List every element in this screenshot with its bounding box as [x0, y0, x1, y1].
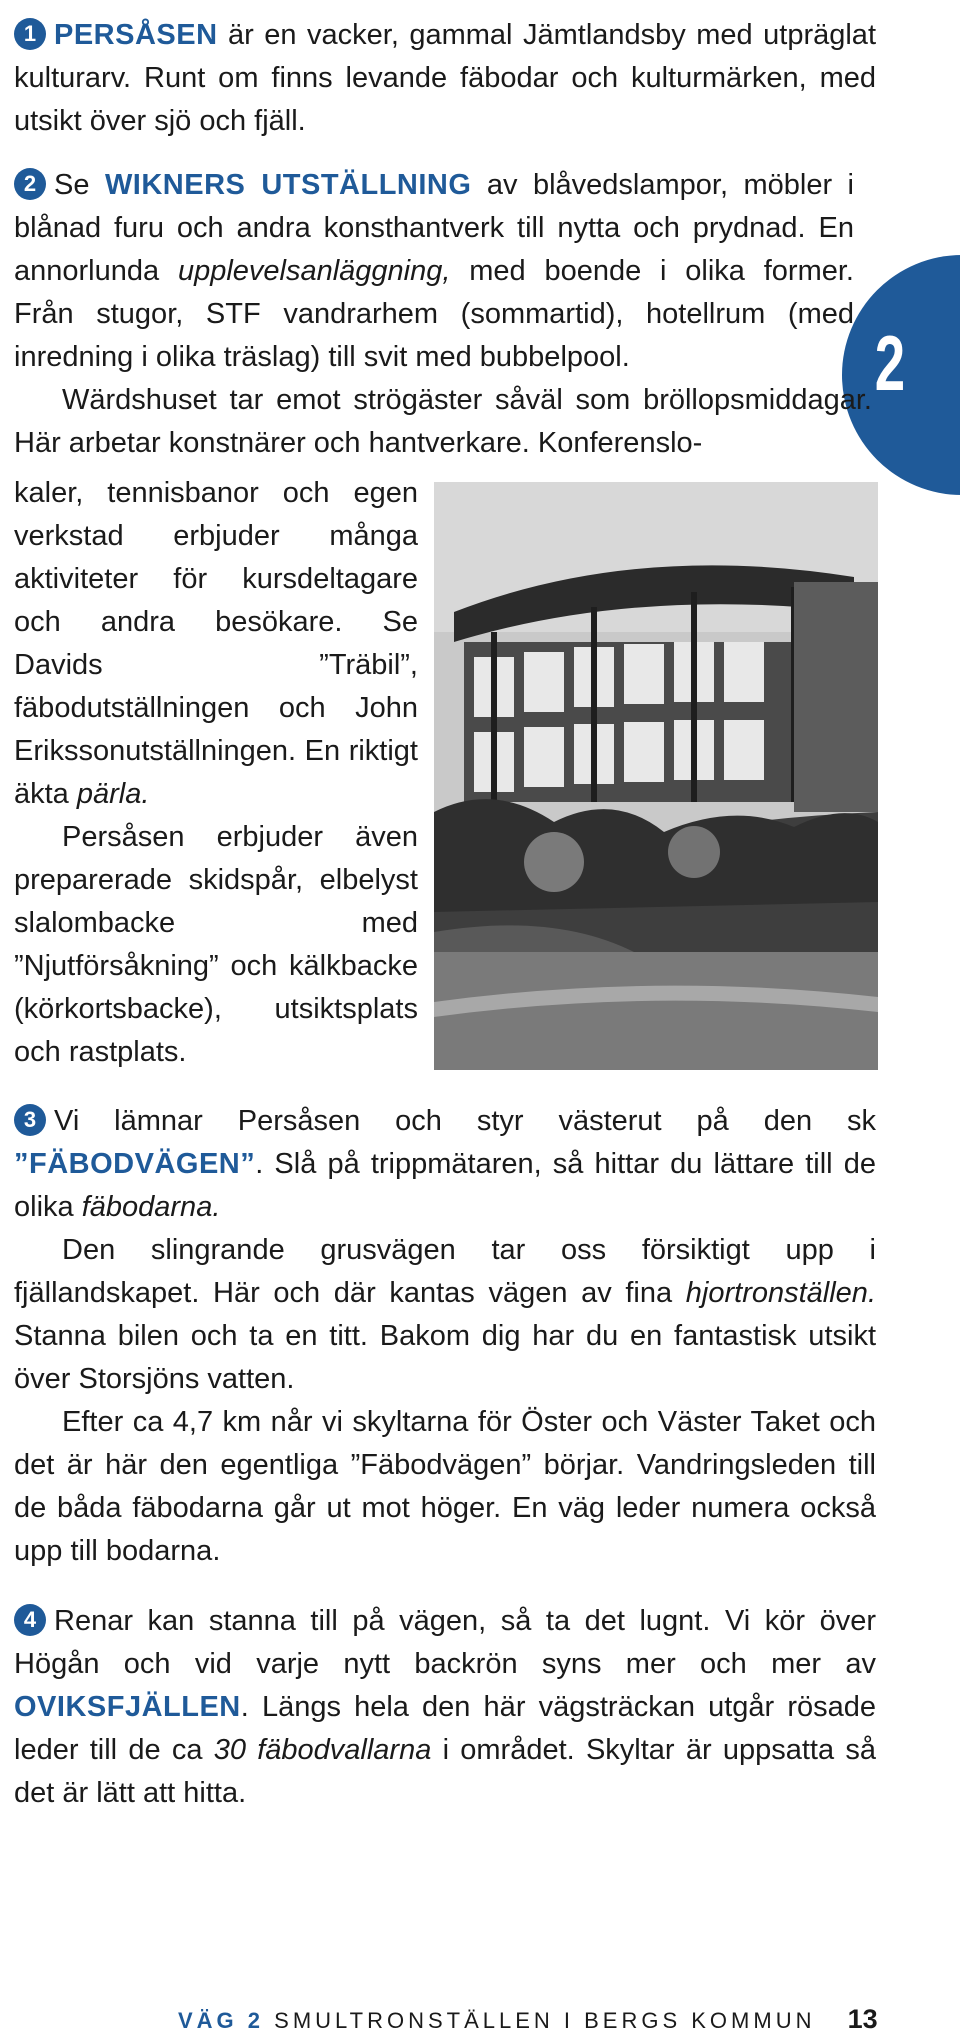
place-name-oviksfjallen: OVIKSFJÄLLEN [14, 1691, 241, 1723]
section-3-para-3: Efter ca 4,7 km når vi skyltarna för Öster och Väster Taket och det är här den egentliga ”Fäbodvägen” börjar. Vandringsleden till de båda fäbodarna går ut mot höger. En väg leder numera också upp till bodarna. [14, 1406, 876, 1567]
section-2-pre: Se [54, 169, 105, 201]
section-3-pre: Vi lämnar Persåsen och styr västerut på den sk [54, 1105, 876, 1137]
place-name-wikners: WIKNERS UTSTÄLLNING [104, 169, 472, 201]
road-name-fabodvagen: ”FÄBODVÄGEN” [14, 1148, 256, 1180]
page-footer [178, 2004, 878, 2035]
section-3-para-2 [14, 1229, 876, 1401]
section-1-text: är en vacker, gammal Jämtlandsby med utpräglat kulturarv. Runt om finns levande fäbodar och kulturmärken, med utsikt över sjö och fjäll. [14, 19, 876, 137]
section-3-text-a: . Slå på trippmätaren, så hittar du lättare till de olika [14, 1148, 876, 1223]
section-2-para-2 [14, 379, 872, 465]
section-2-wrap-2: Persåsen erbjuder även preparerade skidspår, elbelyst slalombacke med ”Njutförsåkning” och kälkbacke (körkortsbacke), utsiktsplats och rastplats. [14, 821, 418, 1068]
section-4-italic: 30 fäbodvallarna [213, 1734, 432, 1766]
section-4-text-b: i området. Skyltar är uppsatta så det är lätt att hitta. [14, 1734, 876, 1809]
section-2-wrap [14, 472, 418, 1074]
section-4 [14, 1600, 876, 1815]
inn-photo [434, 482, 878, 1070]
step-badge-3: 3 [14, 1104, 46, 1136]
section-3-p2-a: Den slingrande grusvägen tar oss försiktigt upp i fjällandskapet. Här och där kantas vägen av fina [14, 1234, 876, 1309]
step-badge-1: 1 [14, 18, 46, 50]
section-2-wrap-1-italic: pärla. [76, 778, 150, 810]
section-1 [14, 14, 876, 143]
page-number: 13 [847, 2004, 878, 2034]
section-2-para-2-text: Wärdshuset tar emot strögäster såväl som bröllopsmiddagar. Här arbetar konstnärer och hantverkare. Konferenslo- [14, 384, 872, 459]
footer-title: SMULTRONSTÄLLEN I BERGS KOMMUN [274, 2008, 816, 2033]
section-3 [14, 1100, 876, 1573]
place-name-persasen: PERSÅSEN [54, 19, 218, 51]
section-3-p2-b: Stanna bilen och ta en titt. Bakom dig har du en fantastisk utsikt över Storsjöns vatten. [14, 1320, 876, 1395]
section-4-text-a: . Längs hela den här vägsträckan utgår rösade leder till de ca [14, 1691, 876, 1766]
section-2-italic: upplevelsanläggning, [177, 255, 451, 287]
chapter-number: 2 [874, 319, 906, 407]
section-2-text-b: med boende i olika former. Från stugor, STF vandrarhem (sommartid), hotellrum (med inredning i olika träslag) till svit med bubbelpool. [14, 255, 854, 373]
step-badge-2: 2 [14, 168, 46, 200]
section-3-p2-italic: hjortronställen. [685, 1277, 876, 1309]
section-4-pre: Renar kan stanna till på vägen, så ta det lugnt. Vi kör över Högån och vid varje nytt backrön syns mer och mer av [14, 1605, 876, 1680]
section-2-wrap-1: kaler, tennisbanor och egen verkstad erbjuder många aktiviteter för kursdeltagare och andra besökare. Se Davids ”Träbil”, fäbodutställningen och John Erikssonutställningen. En riktigt äkta [14, 477, 418, 810]
inn-photo-graphic [434, 482, 878, 1070]
section-2-text-a: av blåvedslampor, möbler i blånad furu och andra konsthantverk till nytta och prydnad. En annorlunda [14, 169, 855, 287]
section-2 [14, 164, 854, 379]
step-badge-4: 4 [14, 1604, 46, 1636]
footer-route: VÄG 2 [178, 2008, 265, 2033]
section-3-italic: fäbodarna. [81, 1191, 221, 1223]
